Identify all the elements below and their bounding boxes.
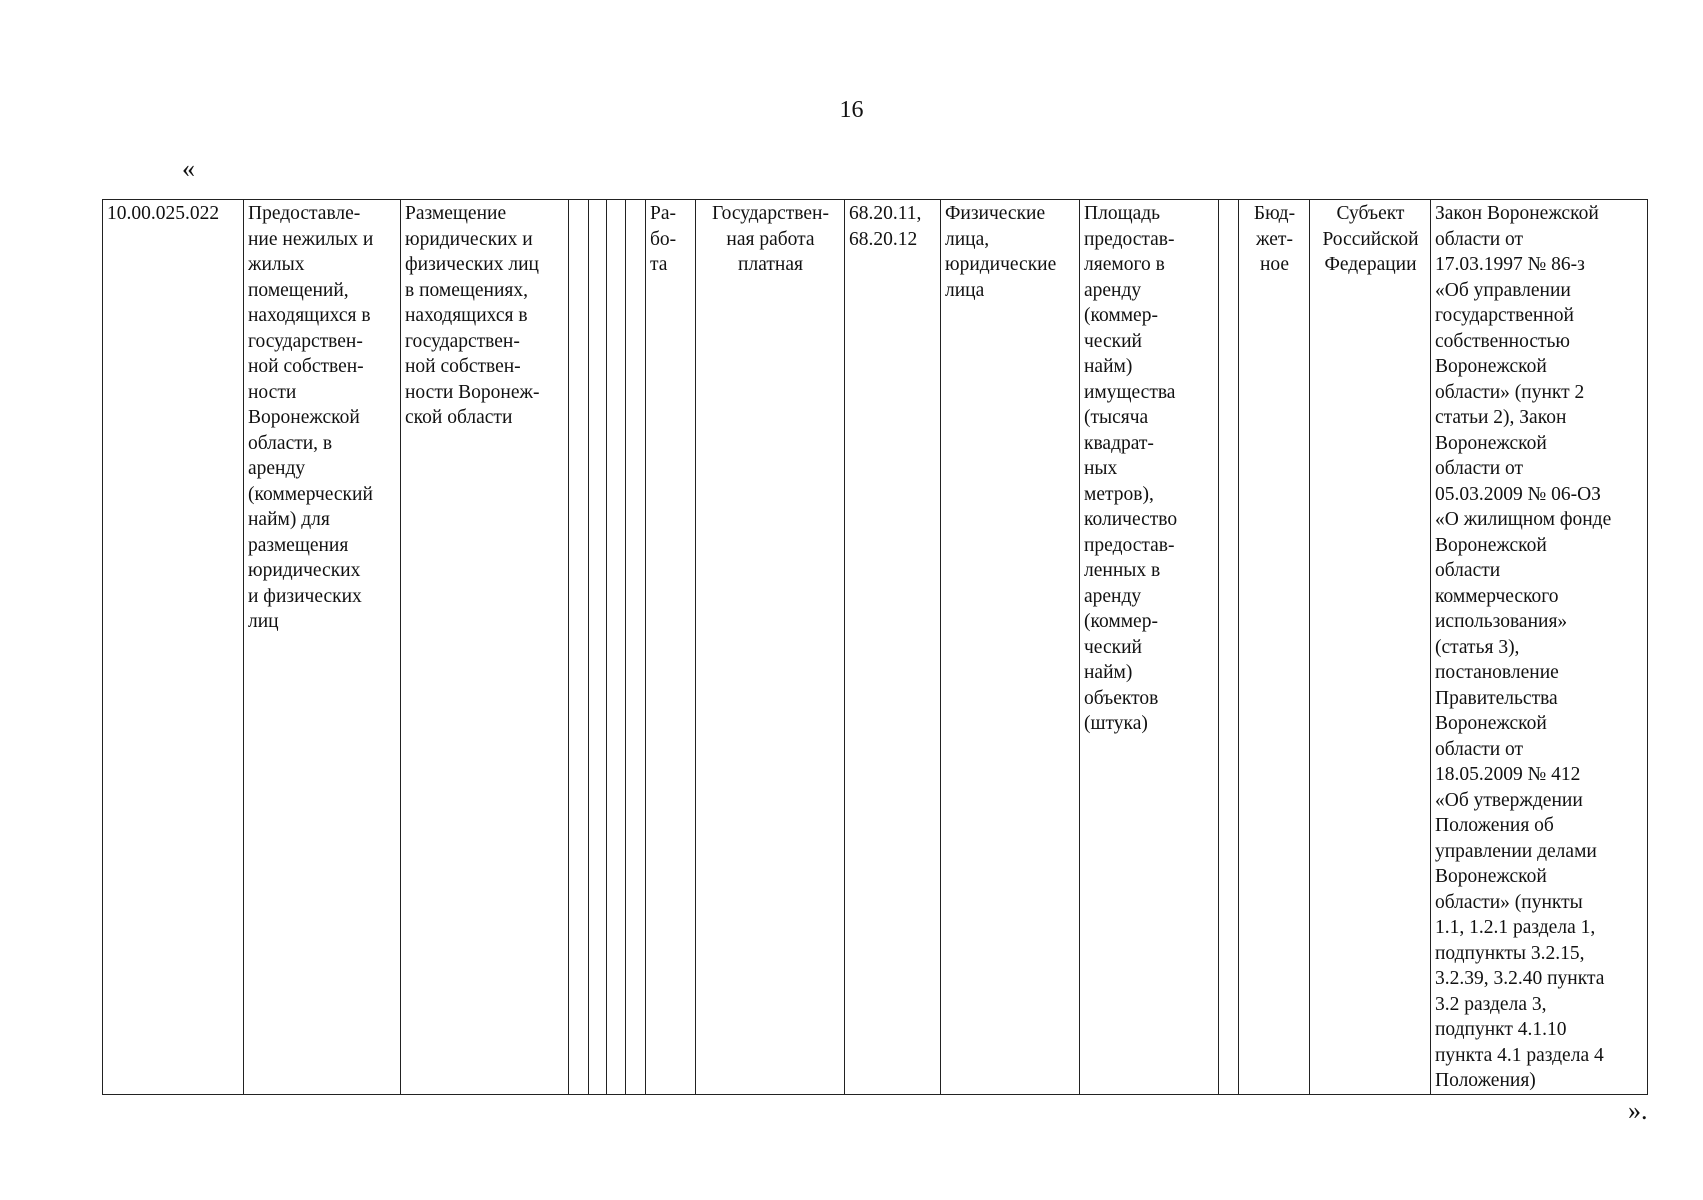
okved-cell: 68.20.11, 68.20.12 xyxy=(845,200,941,1095)
indicators-cell: Площадь предостав- ляемого в аренду (коммер- ческий найм) имущества (тысяча квадрат- ных метров), количество предостав- ленных в аренду (коммер- ческий найм) объектов (штука) xyxy=(1080,200,1219,1095)
empty-cell xyxy=(589,200,607,1095)
service-content-cell: Размещение юридических и физических лиц в помещениях, находящихся в государствен- ной собствен- ности Воронеж- ской области xyxy=(401,200,569,1095)
empty-cell xyxy=(626,200,646,1095)
founder-level-cell: Субъект Российской Федерации xyxy=(1310,200,1431,1095)
registry-table xyxy=(102,199,1648,1095)
opening-quote-mark: « xyxy=(182,154,195,183)
consumers-cell: Физические лица, юридические лица xyxy=(941,200,1080,1095)
service-name-cell: Предоставле- ние нежилых и жилых помещений, находящихся в государствен- ной собствен- ности Воронежской области, в аренду (коммерческий найм) для размещения юридических и физических лиц xyxy=(244,200,401,1095)
service-code-cell: 10.00.025.022 xyxy=(103,200,244,1095)
table-row xyxy=(103,200,1648,1095)
page-number: 16 xyxy=(839,97,864,123)
work-type-cell: Ра- бо- та xyxy=(646,200,696,1095)
legal-basis-cell: Закон Воронежской области от 17.03.1997 № 86-з «Об управлении государственной собственностью Воронежской области» (пункт 2 статьи 2), Закон Воронежской области от 05.03.2009 № 06-ОЗ «О жилищном фонде Воронежской области коммерческого использования» (статья 3), постановление Правительства Воронежской области от 18.05.2009 № 412 «Об утверждении Положения об управлении делами Воронежской области» (пункты 1.1, 1.2.1 раздела 1, подпункты 3.2.15, 3.2.39, 3.2.40 пункта 3.2 раздела 3, подпункт 4.1.10 пункта 4.1 раздела 4 Положения) xyxy=(1431,200,1648,1095)
closing-quote-mark: ». xyxy=(1628,1096,1648,1125)
empty-cell xyxy=(1219,200,1239,1095)
institution-type-cell: Бюд- жет- ное xyxy=(1239,200,1310,1095)
empty-cell xyxy=(569,200,589,1095)
work-category-cell: Государствен- ная работа платная xyxy=(696,200,845,1095)
empty-cell xyxy=(607,200,626,1095)
